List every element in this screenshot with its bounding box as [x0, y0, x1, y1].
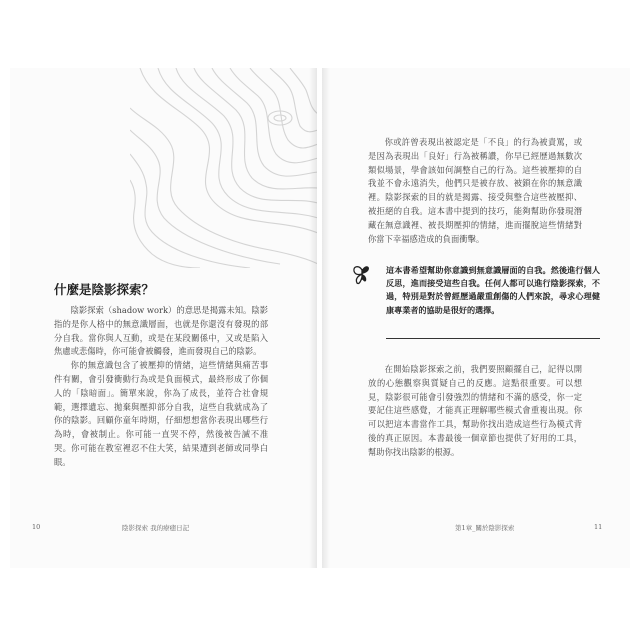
page-number: 11 [594, 523, 603, 531]
left-page [10, 68, 317, 568]
topographic-line-art [130, 68, 317, 268]
butterfly-icon [352, 264, 372, 286]
section-heading: 什麼是陰影探索？ [54, 282, 155, 297]
right-paragraph: 在開始陰影探索之前，我們要照顧擺自己，記得以開放的心態觀察與質疑自己的反應。這點很重要。可以想見，陰影很可能會引發強烈的情緒和不滿的感受，你一定要記住這些感覺，才能真正理解哪些模式會重複出現。你可以把這本書當作工具，幫助你找出造成這些行為模式背後的真正原因。本書最後一個章節也提供了好用的工具，幫助你找出陰影的根源。 [368, 364, 582, 457]
right-body-text-bottom [368, 363, 582, 460]
right-body-text-top [368, 136, 582, 246]
callout-divider [386, 338, 600, 339]
gutter-shadow [322, 68, 330, 568]
page-number: 10 [32, 523, 41, 531]
book-spread [10, 68, 630, 568]
running-title: 第1章_關於陰影探索 [455, 524, 515, 532]
left-paragraph: 陰影探索（shadow work）的意思是揭露未知。陰影指的是你人格中的無意識層面，也就是你還沒有發現的部分自我。當你與人互動，或是在某段關係中，又或是陷入焦慮或悲傷時，你可能會被觸發，進而發現自己的陰影。 [54, 305, 268, 357]
left-paragraph: 你的無意識包含了被壓抑的情緒，這些情緒與痛苦事件有關，會引發衝動行為或是負面模式，最終形成了你個人的「陰暗面」。簡單來說，你為了成長，並符合社會規範，選擇遺忘、拋棄與壓抑部分自我，這些自我就成為了你的陰影。回顧你童年時期，仔細想想當你表現出哪些行為時，會被制止。你可能一直哭不停，然後被告誡不准哭。你可能在教室裡忍不住大笑，結果遭到老師或同學白眼。 [54, 360, 268, 467]
callout-box [352, 264, 600, 344]
callout-text: 這本書希望幫助你意識到無意識層面的自我。然後進行個人反思，進而接受這些自我。任何人都可以進行陰影探索，不過，特別是對於曾經歷過嚴重創傷的人們來說，尋求心理健康專業者的協助是很好的選擇。 [386, 265, 600, 315]
gutter-shadow [309, 68, 317, 568]
left-body-text [54, 304, 268, 470]
right-page [322, 68, 630, 568]
right-paragraph: 你或許曾表現出被認定是「不良」的行為被責罵，或是因為表現出「良好」行為被稱讚，你早已經歷過無數次類似場景，學會該如何調整自己的行為。這些被壓抑的自我並不會永遠消失，他們只是被存放、被鎖在你的無意識裡。陰影探索的目的就是揭露、接受與整合這些被壓抑、被拒絕的自我。這本書中提到的技巧，能夠幫助你發現潛藏在無意識裡、被長期壓抑的情緒，進而擺脫這些情緒對你當下幸福感造成的負面衝擊。 [368, 137, 582, 244]
running-title: 陰影探索 我的療癒日記 [122, 524, 190, 532]
